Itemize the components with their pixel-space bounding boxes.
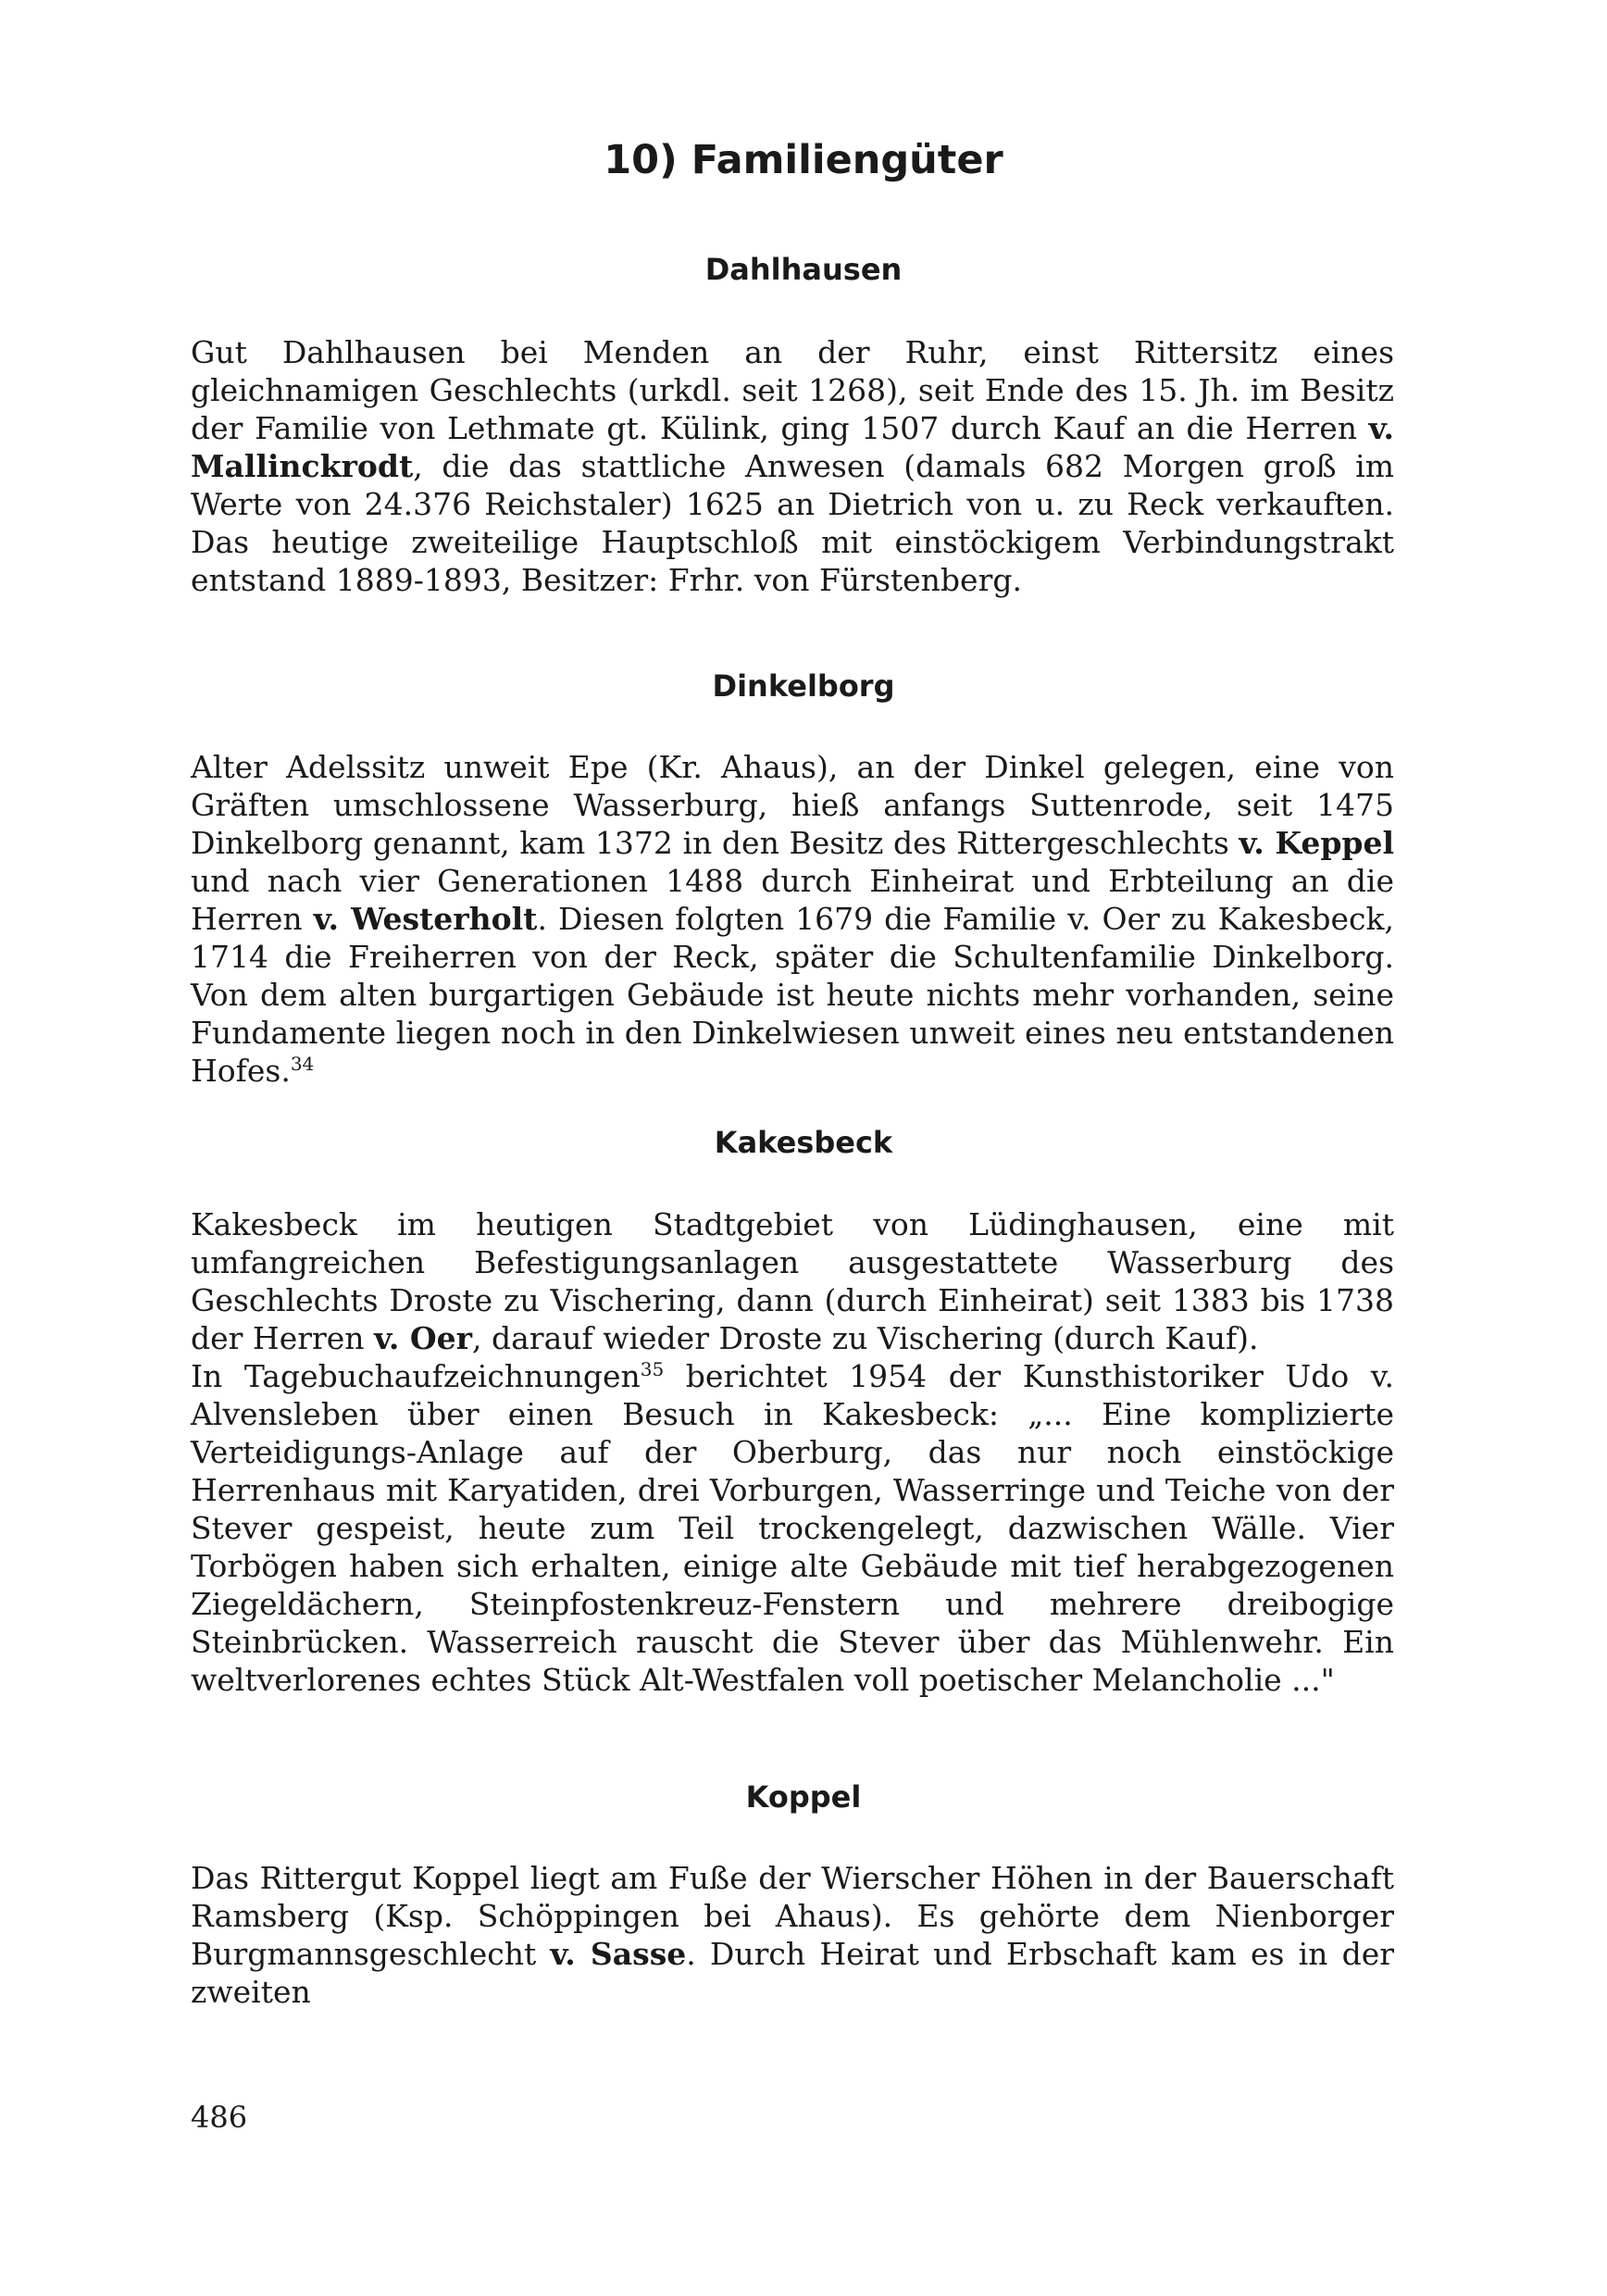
text-run: . Diesen folgten 1679 die Familie v. Oer zu Kakesbeck, 1714 die Freiherren von der Reck, später die Schultenfamilie Dinkelborg. Von dem alten burgartigen Gebäude ist heute nichts mehr vorhanden, seine Fundamente liegen noch in den Dinkelwiesen unweit eines neu entstandenen Hofes.: [191, 901, 1395, 1089]
footnote-marker: 35: [640, 1358, 665, 1380]
paragraph-kakesbeck-2: [191, 1357, 1394, 1699]
paragraph-dinkelborg: [191, 748, 1394, 1090]
section-title-dinkelborg: Dinkelborg: [712, 668, 895, 704]
footnote-marker: 34: [290, 1053, 315, 1075]
section-title-dahlhausen: Dahlhausen: [704, 252, 903, 287]
text-run: Das Rittergut Koppel liegt am Fuße der Wierscher Höhen in der Bauerschaft Ramsberg (Ksp. Schöppingen bei Ahaus). Es gehörte dem Nienborger Burgmannsgeschlecht: [191, 1860, 1394, 1972]
paragraph-koppel: [191, 1859, 1394, 2011]
text-run: , die das stattliche Anwesen (damals 682 Morgen groß im Werte von 24.376 Reichstaler) 1625 an Dietrich von u. zu Reck verkauften. Das heutige zweiteilige Hauptschloß mit einstöckigem Verbindungstrakt entstand 1889-1893, Besitzer: Frhr. von Fürstenberg.: [191, 448, 1394, 598]
bold-name: v. Keppel: [1239, 825, 1395, 861]
paragraph-dahlhausen: [191, 333, 1394, 599]
bold-name: v. Westerholt: [313, 901, 538, 937]
section-title-koppel: Koppel: [745, 1779, 862, 1815]
bold-name: v. Sasse: [550, 1936, 687, 1972]
page-number: 486: [191, 2100, 248, 2135]
text-run: Kakesbeck im heutigen Stadtgebiet von Lüdinghausen, eine mit umfangreichen Befestigungsanlagen ausgestattete Wasserburg des Geschlechts Droste zu Vischering, dann (durch Einheirat) seit 1383 bis 1738 der Herren: [191, 1206, 1394, 1356]
text-run: und nach vier Generationen 1488 durch Einheirat und Erbteilung an die Herren: [191, 863, 1394, 937]
text-run: berichtet 1954 der Kunsthistoriker Udo v. Alvensleben über einen Besuch in Kakesbeck: „... Eine komplizierte Verteidigungs-Anlage auf der Oberburg, das nur noch einstöckige Herrenhaus mit Karyatiden, drei Vorburgen, Wasserringe und Teiche von der Stever gespeist, heute zum Teil trockengelegt, dazwischen Wälle. Vier Torbögen haben sich erhalten, einige alte Gebäude mit tief herabgezogenen Ziegeldächern, Steinpfostenkreuz-Fenstern und mehrere dreibogige Steinbrücken. Wasserreich rauscht die Stever über das Mühlenwehr. Ein weltverlorenes echtes Stück Alt-Westfalen voll poetischer Melancholie ...": [191, 1358, 1395, 1698]
text-run: Alter Adelssitz unweit Epe (Kr. Ahaus), an der Dinkel gelegen, eine von Gräften umschlossene Wasserburg, hieß anfangs Suttenrode, seit 1475 Dinkelborg genannt, kam 1372 in den Besitz des Rittergeschlechts: [191, 749, 1394, 861]
text-run: Gut Dahlhausen bei Menden an der Ruhr, einst Rittersitz eines gleichnamigen Geschlechts (urkdl. seit 1268), seit Ende des 15. Jh. im Besitz der Familie von Lethmate gt. Külink, ging 1507 durch Kauf an die Herren: [191, 334, 1394, 446]
bold-name: v. Oer: [374, 1320, 473, 1356]
text-run: . Durch Heirat und Erbschaft kam es in der zweiten: [191, 1936, 1394, 2010]
text-run: , darauf wieder Droste zu Vischering (durch Kauf).: [472, 1320, 1259, 1356]
chapter-title: 10) Familiengüter: [604, 137, 1003, 183]
section-title-kakesbeck: Kakesbeck: [714, 1125, 893, 1160]
paragraph-kakesbeck-1: [191, 1205, 1394, 1357]
text-run: In Tagebuchaufzeichnungen: [191, 1358, 641, 1394]
bold-name: v. Mallinckrodt: [191, 410, 1394, 484]
